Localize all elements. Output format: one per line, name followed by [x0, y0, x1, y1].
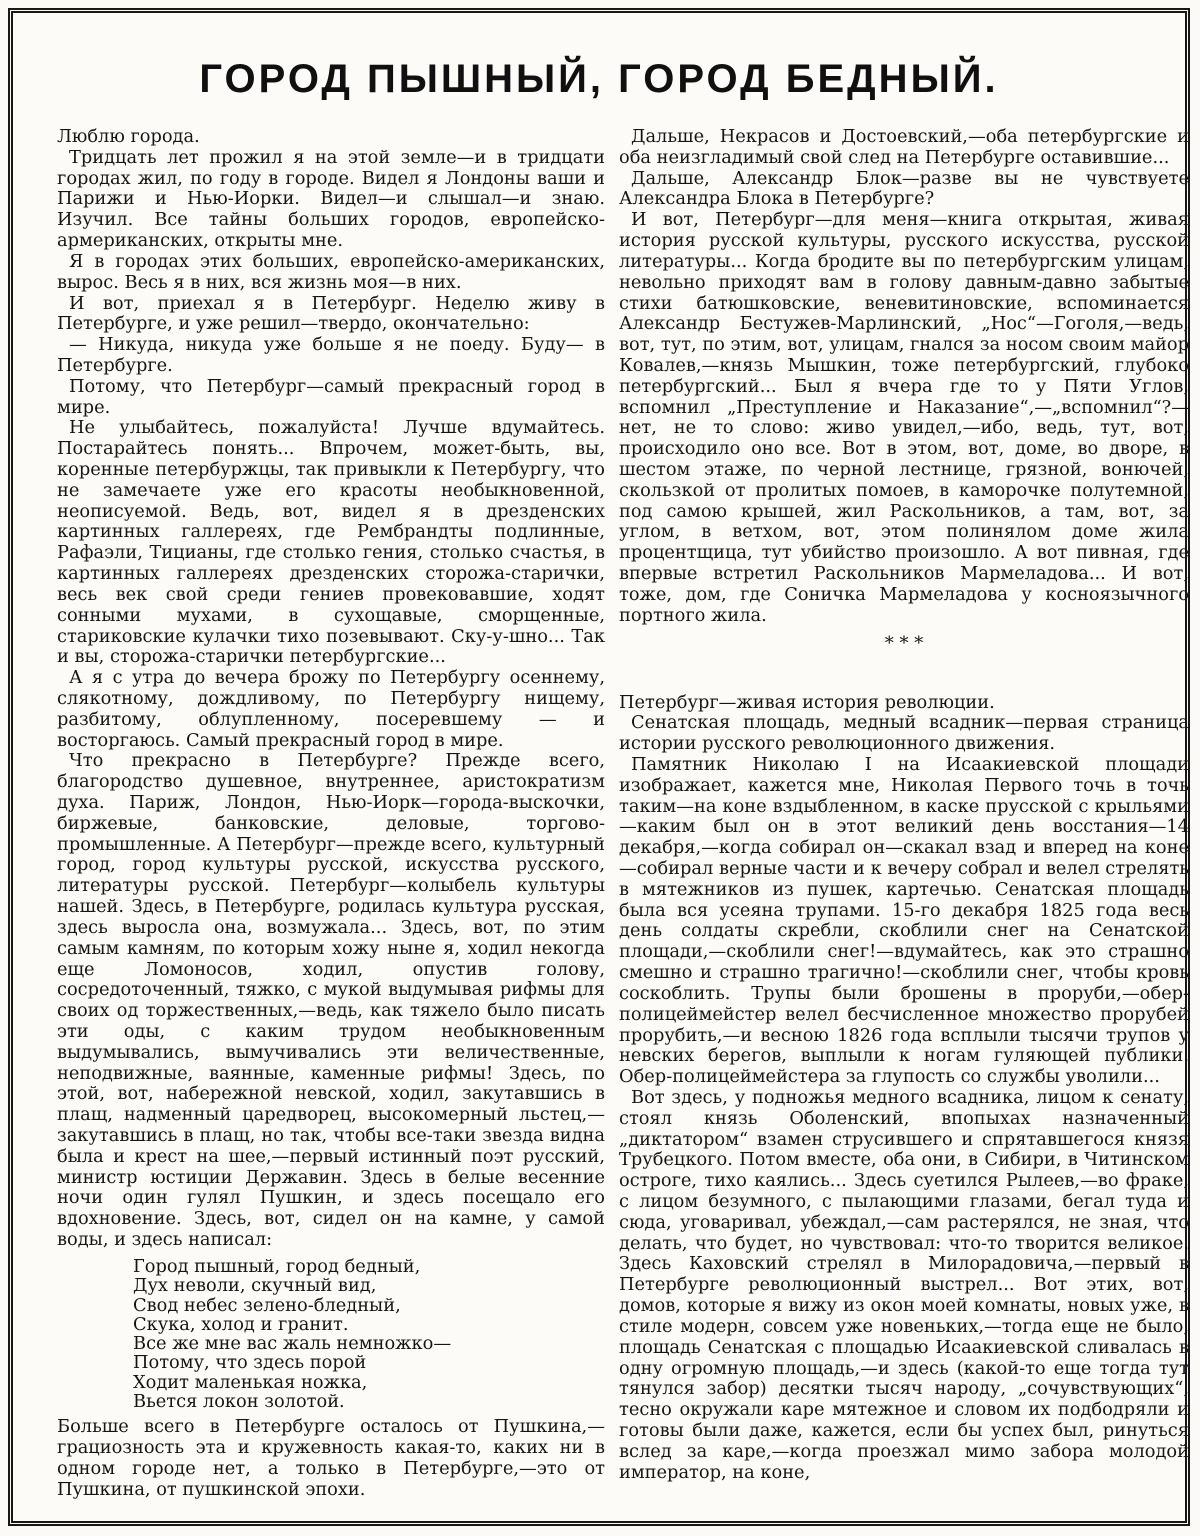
poem-line: Вьется локон золотой. [133, 1391, 345, 1413]
article-title: ГОРОД ПЫШНЫЙ, ГОРОД БЕДНЫЙ. [199, 57, 999, 101]
poem-line: Все же мне вас жаль немножко— [133, 1333, 452, 1355]
paragraph: Люблю города. [57, 126, 200, 147]
poem-line: Потому, что здесь порой [133, 1352, 367, 1374]
paragraph: А я с утра до вечера брожу по Петербургу осеннему, слякотному, дождливому, по Петербургу нищему, разбитому, облупленному, посеревшему — и восторгаюсь. Самый прекрасный город в мире. [57, 667, 605, 751]
newspaper-page [8, 8, 1190, 1526]
paragraph: Памятник Николаю I на Исаакиевской площади изображает, кажется мне, Николая Первого точь в точь таким—на коне вздыбленном, в каске прусской с крыльями—каким был он в этот великий день восстания—14 декабря,—когда собирал он—скакал взад и вперед на коне—собирал верные части и к вечеру собрал и велел стрелять в мятежников из пушек, картечью. Сенатская площадь была вся усеяна трупами. 15-го декабря 1825 года весь день солдаты скребли, скоблили снег на Сенатской площади,—скоблили снег!—вдумайтесь, как это страшно смешно и страшно трагично!—скоблили снег, чтобы кровь соскоблить. Трупы были брошены в проруби,—обер-полицеймейстер велел бесчисленное множество прорубей прорубить,—и весною 1826 года всплыли тысячи трупов у невских берегов, выплыли к ногам гуляющей публики. Обер-полицеймейстера за глупость со службы уволили... [619, 753, 1189, 1088]
paragraph: Я в городах этих больших, европейско-американских, вырос. Весь я в них, вся жизнь моя—в них. [57, 250, 605, 293]
paragraph: И вот, приехал я в Петербург. Неделю живу в Петербурге, и уже решил—твердо, окончательно: [57, 292, 605, 335]
paragraph: И вот, Петербург—для меня—книга открытая, живая история русской культуры, русского искусства, русской литературы... Когда бродите вы по петербургским улицам, невольно приходят вам в голову давным-давно забытые стихи батюшковские, веневитиновские, вспоминается Александр Бестужев-Марлинский, „Нос“—Гоголя,—ведь, вот, тут, по этим, вот, улицам, гнался за носом своим майор Ковалев,—князь Мышкин, тоже петербургский, глубоко петербургский... Был я вчера где то у Пяти Углов, вспомнил „Преступление и Наказание“,—„вспомнил“?—нет, не то слово: живо увидел,—ибо, ведь, тут, вот, происходило оно все. Вот в этом, вот, доме, во дворе, в шестом этаже, по черной лестнице, грязной, вонючей, скользкой от пролитых помоев, в каморочке полутемной, под самою крышей, жил Раскольников, а там, вот, за углом, в ветхом, вот, этом полинялом доме жила процентщица, тут убийство произошло. А вот пивная, где впервые встретил Раскольников Мармеладова... И вот, тоже, дом, где Соничка Мармеладова у косноязычного портного жила. [619, 209, 1189, 626]
poem-line: Дух неволи, скучный вид, [133, 1275, 377, 1297]
paragraph: Тридцать лет прожил я на этой земле—и в тридцати городах жил, по году в городе. Видел я Лондоны ваши и Парижи и Нью-Иорки. Видел—и слышал—и знаю. Изучил. Все тайны больших городов, европейско-армериканских, открыты мне. [57, 146, 605, 252]
section-separator: * * * [884, 632, 924, 654]
paragraph: Что прекрасно в Петербурге? Прежде всего, благородство душевное, внутреннее, аристократизм духа. Париж, Лондон, Нью-Иорк—города-выскочки, биржевые, банковские, деловые, торгово-промышленные. А Петербург—прежде всего, культурный город, город культуры русской, искусства русского, литературы русской. Петербург—колыбель культуры нашей. Здесь, в Петербурге, родилась культура русская, здесь выросла она, возмужала... Здесь, вот, по этим самым камням, по которым хожу ныне я, ходил некогда еще Ломоносов, ходил, опустив голову, сосредоточенный, тяжко, с мукой выдумывая рифмы для своих од торжественных,—ведь, как тяжело было писать эти оды, с каким трудом необыкновенным выдумывались, вымучивались эти величественные, неподвижные, ваянные, каменные рифмы! Здесь, по этой, вот, набережной невской, ходил, закутавшись в плащ, надменный царедворец, высокомерный льстец,—закутавшись в плащ, но так, чтобы все-таки звезда видна была и крест на шее,—первый истинный поэт русский, министр юстиции Державин. Здесь в белые весенние ночи один гулял Пушкин, и здесь посещало его вдохновение. Здесь, вот, сидел он на камне, у самой воды, и здесь написал: [57, 750, 605, 1251]
paragraph: Не улыбайтесь, пожалуйста! Лучше вдумайтесь. Постарайтесь понять... Впрочем, может-быть, вы, коренные петербуржцы, так привыкли к Петербургу, что не замечаете уже его красоты необыкновенной, неописуемой. Ведь, вот, видел я в дрезденских картинных галлереях, где Рембрандты подлинные, Рафаэли, Тицианы, где столько гения, столько счастья, в картинных галлереях дрезденских сторожа-старички, весь век свой среди гениев провековавшие, ходят сонными мухами, в сухощавые, сморщенные, стариковские кулачки тихо позевывают. Ску-у-шно... Так и вы, сторожа-старички петербургские... [57, 417, 605, 668]
paragraph: Петербург—живая история революции. [619, 691, 995, 713]
paragraph: Сенатская площадь, медный всадник—первая страница истории русского революционного движения. [619, 712, 1189, 755]
paragraph: Дальше, Александр Блок—разве вы не чувствуете Александра Блока в Петербурге? [619, 167, 1189, 210]
left-column [57, 127, 605, 1501]
poem-line: Город пышный, город бедный, [133, 1255, 421, 1277]
paragraph: Вот здесь, у подножья медного всадника, лицом к сенату, стоял князь Оболенский, впопыхах назначенный „диктатором“ взамен струсившего и спрятавшегося князя Трубецкого. Потом вместе, оба они, в Сибири, в Читинском остроге, тихо каялись... Здесь суетился Рылеев,—во фраке, с лицом безумного, с пылающими глазами, бегал туда и сюда, уговаривал, убеждал,—сам растерялся, не зная, что делать, что будет, но чувствовал: что-то творится великое. Здесь Каховский стрелял в Милорадовича,—первый в Петербурге революционный выстрел... Вот этих, вот, домов, которые я вижу из окон моей комнаты, новых уже, в стиле модерн, совсем уже новеньких,—тогда еще не было, площадь Сенатская с площадью Исаакиевской сливалась в одну огромную площадь,—и здесь (какой-то еще тогда тут тянулся забор) десятки тысяч народу, „сочувствующих“, тесно окружали каре мятежное и словом их подбодряли и готовы были даже, кажется, если бы успех был, ринуться вслед за каре,—когда проезжал мимо забора молодой император, на коне, [619, 1086, 1189, 1483]
poem-line: Свод небес зелено-бледный, [133, 1294, 401, 1316]
paragraph: Потому, что Петербург—самый прекрасный город в мире. [57, 375, 605, 418]
poem-line: Ходит маленькая ножка, [133, 1371, 368, 1393]
paragraph: Дальше, Некрасов и Достоевский,—оба петербургские и оба неизгладимый свой след на Петербурге оставившие... [619, 126, 1189, 168]
paragraph: Больше всего в Петербурге осталось от Пушкина,—грациозность эта и кружевность какая-то, каких ни в одном городе нет, а только в Петербурге,—это от Пушкина, от пушкинской эпохи. [57, 1416, 605, 1500]
poem [133, 1257, 605, 1412]
poem-line: Скука, холод и гранит. [133, 1313, 349, 1335]
paragraph: — Никуда, никуда уже больше я не поеду. Буду— в Петербурге. [57, 334, 605, 376]
right-column [619, 127, 1189, 1483]
